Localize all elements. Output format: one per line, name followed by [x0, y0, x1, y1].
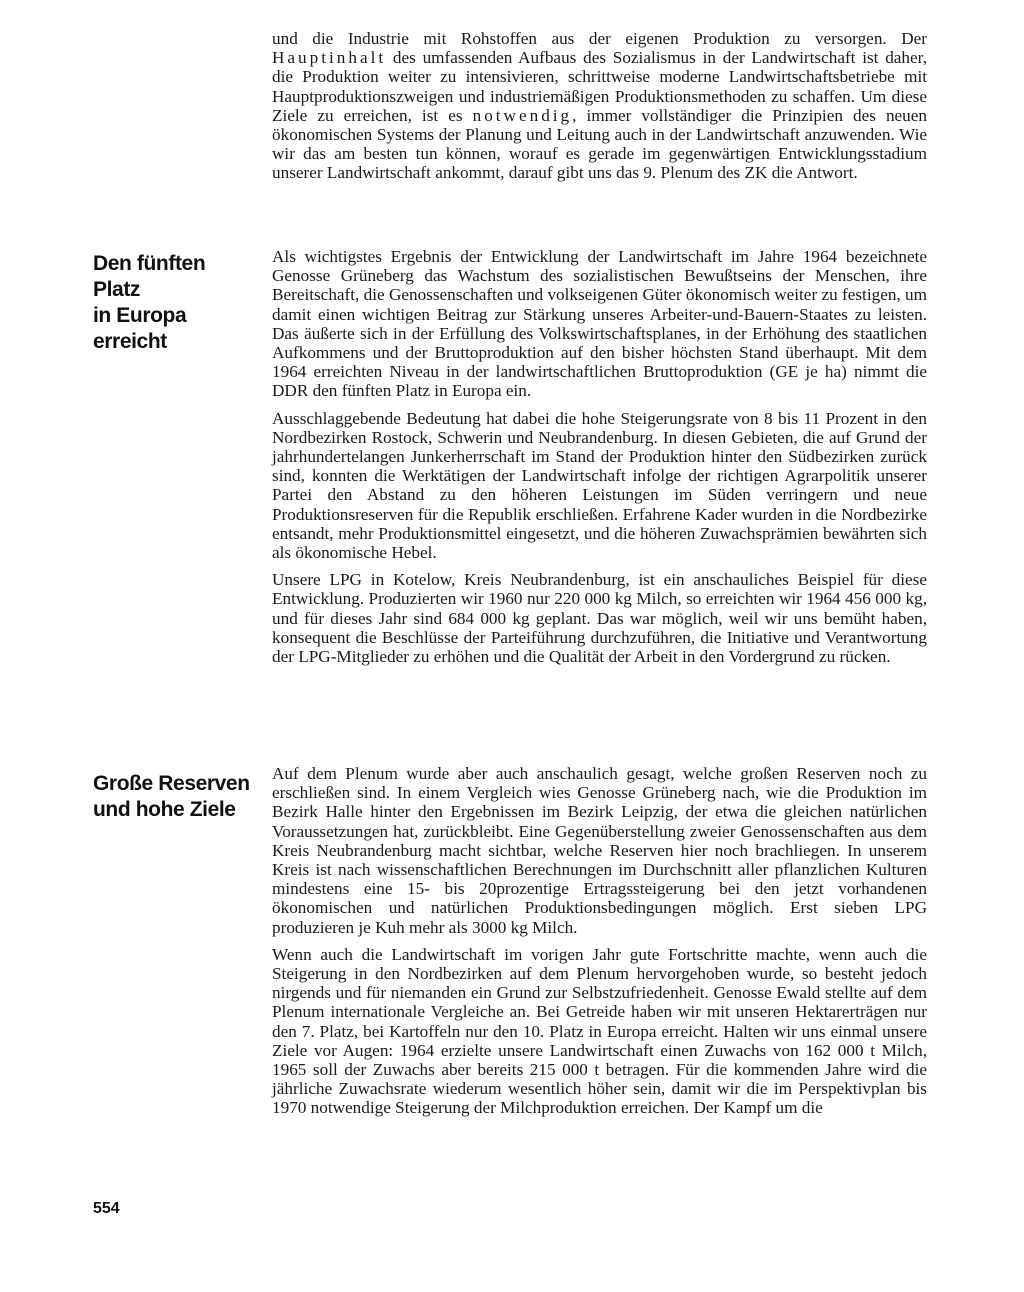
sidebar-heading-1 [93, 251, 268, 355]
paragraph: Unsere LPG in Kotelow, Kreis Neubrandenburg, ist ein anschauliches Beispiel für diese Entwicklung. Produzierten wir 1960 nur 220 000 kg Milch, so erreichten wir 1964 456 000 kg, und für dieses Jahr sind 684 000 kg geplant. Das war möglich, weil wir uns bemüht haben, konsequent die Beschlüsse der Parteiführung durchzuführen, die Initiative und Verantwortung der LPG-Mitglieder zu erhöhen und die Qualität der Arbeit in den Vordergrund zu rücken. [272, 570, 927, 667]
spaced-emphasis: Hauptinhalt [272, 48, 387, 68]
sidebar-heading-2 [93, 771, 268, 823]
paragraph: Ausschlaggebende Bedeutung hat dabei die hohe Steigerungsrate von 8 bis 11 Prozent in den Nordbezirken Rostock, Schwerin und Neubrandenburg. In diesen Gebieten, die auf Grund der jahrhundertelangen Junkerherrschaft im Stand der Produktion hinter den Südbezirken zurück sind, konnten die Werktätigen der Landwirtschaft infolge der richtigen Agrarpolitik unserer Partei den Abstand zu den höheren Leistungen im Süden verringern und neue Produktionsreserven für die Republik erschließen. Erfahrene Kader wurden in die Nordbezirke entsandt, mehr Produktionsmittel eingesetzt, und die höheren Zuwachsprämien bewährten sich als ökonomische Hebel. [272, 408, 927, 563]
heading-line: und hohe Ziele [93, 798, 236, 821]
paragraph [272, 29, 927, 183]
paragraph: Wenn auch die Landwirtschaft im vorigen Jahr gute Fortschritte machte, wenn auch die Steigerung in den Nordbezirken auf dem Plenum hervorgehoben wurde, so besteht jedoch nirgends und für niemanden ein Grund zur Selbstzufriedenheit. Genosse Ewald stellte auf dem Plenum internationale Vergleiche an. Bei Getreide haben wir mit unseren Hektarerträgen nur den 7. Platz, bei Kartoffeln nur den 10. Platz in Europa erreicht. Halten wir uns einmal unsere Ziele vor Augen: 1964 erzielte unsere Landwirtschaft einen Zuwachs von 162 000 t Milch, 1965 soll der Zuwachs aber bereits 215 000 t betragen. Für die kommenden Jahre wird die jährliche Zuwachsrate wiederum wesentlich höher sein, damit wir die im Perspektivplan bis 1970 notwendige Steigerung der Milchproduktion erreichen. Der Kampf um die [272, 944, 927, 1118]
page-number: 554 [93, 1200, 120, 1217]
heading-line: Platz [93, 278, 141, 301]
heading-line: Große Reserven [93, 772, 250, 795]
text-run: des umfassenden Aufbaus des Sozialismus in der Landwirtschaft ist daher, die Produktion weiter zu intensivieren, schrittweise moderne Landwirtschaftsbetriebe mit Hauptproduktionszweigen und industriemäßigen Produktionsmethoden zu schaffen. Um diese Ziele zu erreichen, ist es [272, 48, 927, 125]
heading-line: in Europa [93, 304, 187, 327]
text-run: , immer vollständiger die Prinzipien des neuen ökonomischen Systems der Planung und Leitung auch in der Landwirtschaft anzuwenden. Wie wir das am besten tun können, worauf es gerade im gegenwärtigen Entwicklungsstadium unserer Landwirtschaft ankommt, darauf gibt uns das 9. Plenum des ZK die Antwort. [272, 105, 927, 183]
spaced-emphasis: notwendig [472, 105, 573, 125]
section-fifth-place [272, 247, 927, 674]
text-run: und die Industrie mit Rohstoffen aus der eigenen Produktion zu versorgen. Der [272, 29, 927, 48]
paragraph: Als wichtigstes Ergebnis der Entwicklung der Landwirtschaft im Jahre 1964 bezeichnete Genosse Grüneberg das Wachstum des sozialistischen Bewußtseins der Menschen, ihre Bereitschaft, die Genossenschaften und volkseigenen Güter ökonomisch weiter zu festigen, um damit einen wichtigen Beitrag zur Stärkung unseres Arbeiter-und-Bauern-Staates zu leisten. Das äußerte sich in der Erfüllung des Volkswirtschaftsplanes, in der Erhöhung des staatlichen Aufkommens und der Bruttoproduktion auf den bisher höchsten Stand überhaupt. Mit dem 1964 erreichten Niveau in der landwirtschaftlichen Bruttoproduktion (GE je ha) nimmt die DDR den fünften Platz in Europa ein. [272, 247, 927, 401]
section-intro [272, 29, 927, 191]
heading-line: Den fünften [93, 252, 206, 275]
section-reserves [272, 764, 927, 1126]
paragraph: Auf dem Plenum wurde aber auch anschaulich gesagt, welche großen Reserven noch zu erschließen sind. In einem Vergleich wies Genosse Grüneberg nach, wie die Produktion im Bezirk Halle hinter den Ergebnissen im Bezirk Leipzig, der etwa die gleichen natürlichen Voraussetzungen hat, zurückbleibt. Eine Gegenüberstellung zweier Genossenschaften aus dem Kreis Neubrandenburg macht sichtbar, welche Reserven hier noch brachliegen. In unserem Kreis ist nach wissenschaftlichen Berechnungen im Durchschnitt aller pflanzlichen Kulturen mindestens eine 15- bis 20prozentige Ertragssteigerung bei den jetzt vorhandenen ökonomischen und natürlichen Produktionsbedingungen möglich. Erst sieben LPG produzieren je Kuh mehr als 3000 kg Milch. [272, 764, 927, 937]
heading-line: erreicht [93, 330, 167, 353]
